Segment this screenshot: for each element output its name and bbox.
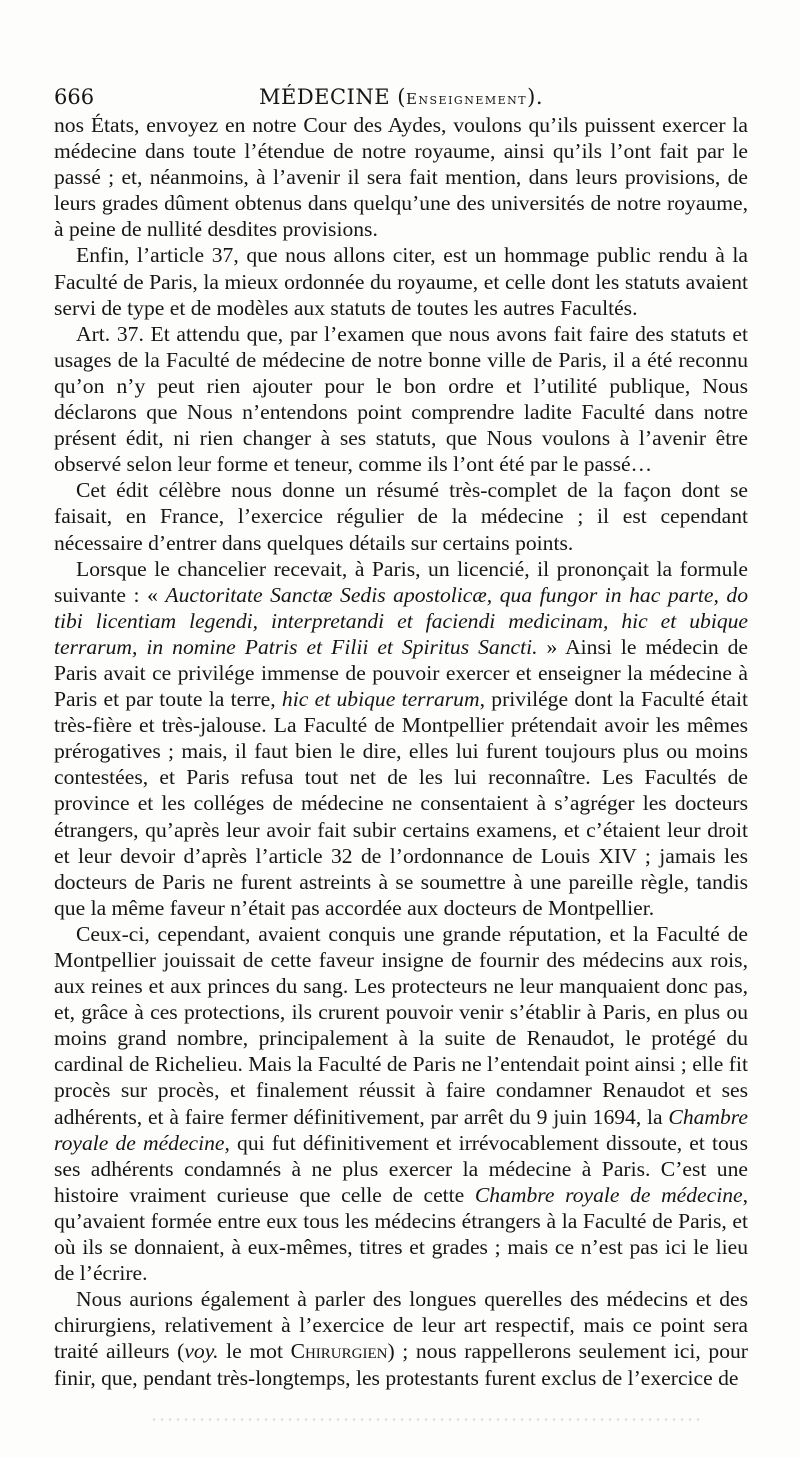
p5-text-a: Lorsque le chancelier recevait, à Paris, un licencié, il prononçait la formule suivante : «: [54, 556, 748, 607]
title-sub: Enseignement: [405, 90, 528, 108]
p6-text-a: Ceux-ci, cependant, avaient conquis une grande réputation, et la Faculté de Montpellier jouissait de cette faveur insigne de fournir des médecins aux rois, aux reines et aux princes du sang. Les protecteurs ne leur manquaient donc pas, et, grâce à ces protections, ils crurent pouvoir venir s’établir à Paris, en plus ou moins grand nombre, principalement à la suite de Renaudot, le protégé du cardinal de Richelieu. Mais la Faculté de Paris ne l’entendait point ainsi ; elle fit procès sur procès, et finalement réussit à faire condamner Renaudot et ses adhérents, et à faire fermer définitivement, par arrêt du 9 juin 1694, la: [54, 921, 748, 1129]
page-number: 666: [54, 85, 95, 109]
body-text: [54, 112, 748, 1391]
p7-text-b: le mot: [218, 1339, 291, 1364]
bottom-scan-dots: [150, 1418, 700, 1421]
p6-italic-chambre-1: Chambre royale de médecine: [54, 1104, 748, 1155]
paragraph-7: [54, 1286, 748, 1390]
p7-chirurgien: Chirurgien: [290, 1339, 388, 1364]
p5-latin-formula: Auctoritate Sanctæ Sedis apostolicæ, qua fungor in hac parte, do tibi licentiam legendi, interpretandi et faciendi medicinam, hic et ubique terrarum, in nomine Patris et Filii et Spiritus Sancti.: [54, 582, 748, 659]
p6-text-c: , qu’avaient formée entre eux tous les médecins étrangers à la Faculté de Paris, et où ils se donnaient, à eux-mêmes, titres et grades ; mais ce n’est pas ici le lieu de l’écrire.: [54, 1182, 749, 1286]
paragraph-4: Cet édit célèbre nous donne un résumé très-complet de la façon dont se faisait, en France, l’exercice régulier de la médecine ; il est cependant nécessaire d’entrer dans quelques détails sur certains points.: [54, 478, 748, 555]
running-header: [54, 82, 748, 112]
p7-voy: voy.: [184, 1339, 219, 1364]
title-open: (: [390, 85, 406, 109]
p6-italic-chambre-2: Chambre royale de médecine: [474, 1182, 743, 1207]
paragraph-6: [54, 921, 748, 1286]
p5-latin-phrase: hic et ubique terrarum: [281, 687, 480, 712]
p5-text-c: , privilége dont la Faculté était très-fière et très-jalouse. La Faculté de Montpellier prétendait avoir les mêmes prérogatives ; mais, il faut bien le dire, elles lui furent toujours plus ou moins contestées, et Paris refusa tout net de les lui reconnaître. Les Facultés de province et les colléges de médecine ne consentaient à s’agréger les docteurs étrangers, qu’après leur avoir fait subir certains examens, et c’étaient leur droit et leur devoir d’après l’article 32 de l’ordonnance de Louis XIV ; jamais les docteurs de Paris ne furent astreints à se soumettre à une pareille règle, tandis que la même faveur n’était pas accordée aux docteurs de Montpellier.: [54, 687, 748, 920]
title-close: ).: [527, 85, 543, 109]
p6-text-b: , qui fut définitivement et irrévocablement dissoute, et tous ses adhérents condamnés à ne plus exercer la médecine à Paris. C’est une histoire vraiment curieuse que celle de cette: [54, 1130, 748, 1207]
p7-text-a: Nous aurions également à parler des longues querelles des médecins et des chirurgiens, relativement à l’exercice de leur art respectif, mais ce point sera traité ailleurs (: [54, 1287, 748, 1364]
paragraph-5: [54, 556, 748, 921]
p5-text-b: » Ainsi le médecin de Paris avait ce privilége immense de pouvoir exercer et enseigner la médecine à Paris et par toute la terre,: [54, 634, 748, 712]
paragraph-1: nos États, envoyez en notre Cour des Aydes, voulons qu’ils puissent exercer la médecine dans toute l’étendue de notre royaume, ainsi qu’ils l’ont fait par le passé ; et, néanmoins, à l’avenir il sera fait mention, dans leurs provisions, de leurs grades dûment obtenus dans quelqu’une des universités de notre royaume, à peine de nullité desdites provisions.: [54, 113, 748, 242]
running-title: [54, 82, 748, 114]
p7-text-c: ) ; nous rappellerons seulement ici, pour finir, que, pendant très-longtemps, les protestants furent exclus de l’exercice de: [54, 1339, 748, 1390]
title-main: MÉDECINE: [258, 85, 391, 109]
paragraph-3-article-37: Art. 37. Et attendu que, par l’examen que nous avons fait faire des statuts et usages de la Faculté de médecine de notre bonne ville de Paris, il a été reconnu qu’on n’y peut rien ajouter pour le bon ordre et l’utilité publique, Nous déclarons que Nous n’entendons point comprendre ladite Faculté dans notre présent édit, ni rien changer à ses statuts, que Nous voulons à l’avenir être observé selon leur forme et teneur, comme ils l’ont été par le passé…: [54, 321, 748, 477]
paragraph-2: Enfin, l’article 37, que nous allons citer, est un hommage public rendu à la Faculté de Paris, la mieux ordonnée du royaume, et celle dont les statuts avaient servi de type et de modèles aux statuts de toutes les autres Facultés.: [54, 243, 748, 320]
